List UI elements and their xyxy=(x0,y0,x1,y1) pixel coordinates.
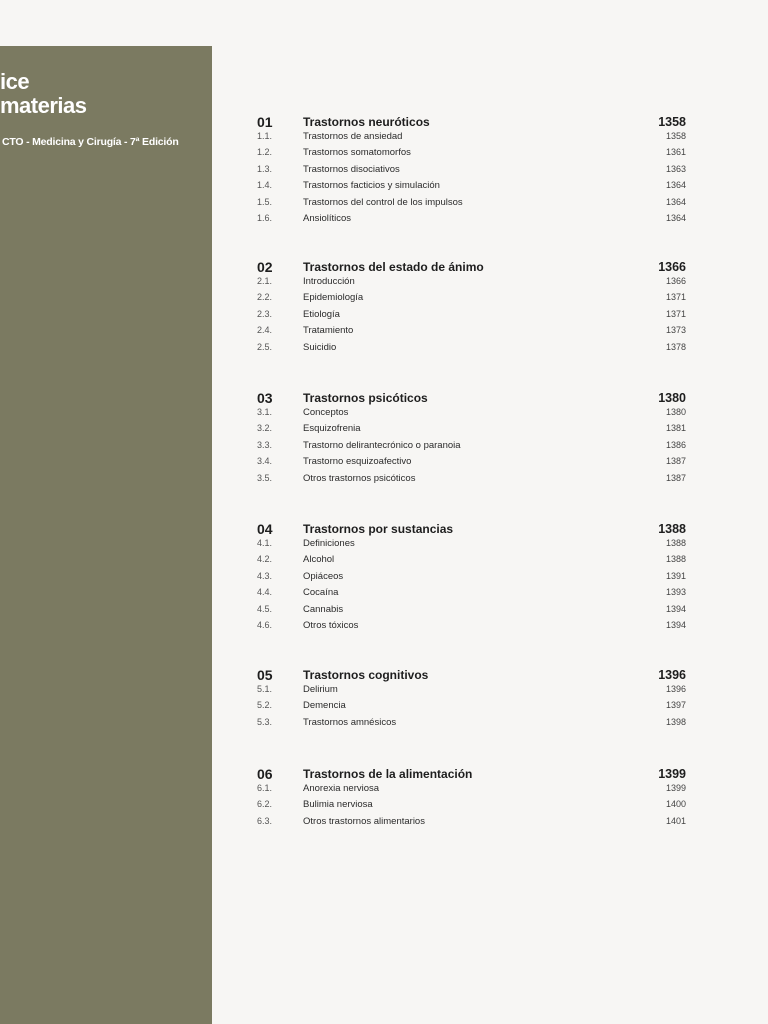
entry-page-number: 1381 xyxy=(665,423,686,434)
chapter-title[interactable]: Trastornos psicóticos xyxy=(303,391,428,405)
entry-label: Epidemiología xyxy=(303,292,364,304)
chapter-number: 01 xyxy=(257,114,273,130)
entry-label: Otros tóxicos xyxy=(303,620,359,631)
entry-page-number: 1394 xyxy=(665,620,686,630)
entry-label: Demencia xyxy=(303,700,346,712)
toc-entry[interactable] xyxy=(0,325,768,341)
chapter-title[interactable]: Trastornos del estado de ánimo xyxy=(303,260,484,274)
entry-number: 1.1. xyxy=(257,131,273,141)
chapter-title[interactable]: Trastornos de la alimentación xyxy=(303,767,473,781)
entry-number: 4.5. xyxy=(257,603,273,614)
entry-label: Cocaína xyxy=(303,587,339,599)
toc-entry[interactable] xyxy=(0,473,768,489)
chapter-page-number: 1366 xyxy=(658,260,686,274)
entry-page-number: 1394 xyxy=(665,603,686,614)
entry-page-number: 1393 xyxy=(665,587,686,598)
entry-label: Ansiolíticos xyxy=(303,213,352,224)
index-title-line1: ice xyxy=(0,69,30,94)
entry-number: 4.2. xyxy=(257,554,273,565)
entry-page-number: 1397 xyxy=(665,700,686,711)
toc-entry[interactable] xyxy=(0,604,768,620)
toc-entry[interactable] xyxy=(0,440,768,456)
chapter-title[interactable]: Trastornos neuróticos xyxy=(303,115,430,129)
chapter-number: 02 xyxy=(257,259,273,275)
entry-number: 5.3. xyxy=(257,716,273,727)
toc-entry[interactable] xyxy=(0,407,768,423)
entry-label: Trastornos disociativos xyxy=(303,163,400,175)
entry-label: Opiáceos xyxy=(303,570,344,582)
chapter-page-number: 1396 xyxy=(658,668,686,682)
entry-label: Definiciones xyxy=(303,538,355,549)
chapter-title[interactable]: Trastornos cognitivos xyxy=(303,668,429,682)
toc-entry[interactable] xyxy=(0,197,768,213)
entry-label: Cannabis xyxy=(303,603,344,615)
entry-number: 2.5. xyxy=(257,341,273,352)
toc-entry[interactable] xyxy=(0,423,768,439)
entry-label: Etiología xyxy=(303,308,340,320)
chapter-number: 05 xyxy=(257,667,273,683)
entry-number: 6.1. xyxy=(257,783,273,793)
chapter-page-number: 1399 xyxy=(658,767,686,781)
entry-number: 1.4. xyxy=(257,180,273,191)
entry-number: 5.2. xyxy=(257,700,273,711)
toc-entry[interactable] xyxy=(0,587,768,603)
toc-entry[interactable] xyxy=(0,180,768,196)
entry-page-number: 1396 xyxy=(665,684,686,694)
entry-page-number: 1361 xyxy=(665,147,686,158)
toc-entry[interactable] xyxy=(0,783,768,799)
toc-entry[interactable] xyxy=(0,571,768,587)
chapter-number: 06 xyxy=(257,766,273,782)
entry-label: Trastorno delirantecrónico o paranoia xyxy=(303,439,461,451)
entry-number: 3.1. xyxy=(257,407,273,417)
entry-label: Trastornos de ansiedad xyxy=(303,131,403,142)
entry-number: 2.2. xyxy=(257,292,273,303)
entry-number: 2.1. xyxy=(257,276,273,286)
entry-number: 4.3. xyxy=(257,570,273,581)
toc-entry[interactable] xyxy=(0,684,768,700)
toc-entry[interactable] xyxy=(0,276,768,292)
chapter-title[interactable]: Trastornos por sustancias xyxy=(303,522,454,536)
entry-page-number: 1387 xyxy=(665,472,686,483)
entry-label: Trastorno esquizoafectivo xyxy=(303,456,412,468)
entry-page-number: 1391 xyxy=(665,570,686,581)
entry-page-number: 1358 xyxy=(665,131,686,141)
entry-number: 2.4. xyxy=(257,325,273,336)
entry-label: Introducción xyxy=(303,276,355,287)
entry-page-number: 1364 xyxy=(665,213,686,223)
toc-entry[interactable] xyxy=(0,799,768,815)
chapter-number: 03 xyxy=(257,390,273,406)
chapter-page-number: 1388 xyxy=(658,522,686,536)
entry-number: 3.4. xyxy=(257,456,273,467)
entry-number: 6.2. xyxy=(257,799,273,810)
entry-number: 4.4. xyxy=(257,587,273,598)
entry-number: 2.3. xyxy=(257,308,273,319)
chapter-page-number: 1380 xyxy=(658,391,686,405)
entry-number: 1.2. xyxy=(257,147,273,158)
entry-number: 1.3. xyxy=(257,163,273,174)
entry-label: Conceptos xyxy=(303,407,349,418)
entry-label: Anorexia nerviosa xyxy=(303,783,380,794)
entry-label: Trastornos amnésicos xyxy=(303,716,397,728)
entry-label: Otros trastornos alimentarios xyxy=(303,815,425,827)
entry-number: 4.1. xyxy=(257,538,273,548)
entry-page-number: 1364 xyxy=(665,196,686,207)
entry-page-number: 1378 xyxy=(665,341,686,352)
entry-page-number: 1363 xyxy=(665,163,686,174)
entry-page-number: 1400 xyxy=(665,799,686,810)
entry-label: Delirium xyxy=(303,684,338,695)
chapter-number: 04 xyxy=(257,521,273,537)
toc-entry[interactable] xyxy=(0,342,768,358)
entry-page-number: 1371 xyxy=(665,308,686,319)
toc-entry[interactable] xyxy=(0,456,768,472)
entry-number: 3.5. xyxy=(257,472,273,483)
entry-label: Esquizofrenia xyxy=(303,423,361,435)
entry-page-number: 1366 xyxy=(665,276,686,286)
index-title-line2: materias xyxy=(0,93,87,118)
entry-page-number: 1364 xyxy=(665,180,686,191)
entry-number: 3.3. xyxy=(257,439,273,450)
entry-page-number: 1371 xyxy=(665,292,686,303)
entry-page-number: 1398 xyxy=(665,716,686,727)
entry-page-number: 1380 xyxy=(665,407,686,417)
chapter-page-number: 1358 xyxy=(658,115,686,129)
toc-entry[interactable] xyxy=(0,131,768,147)
toc-entry[interactable] xyxy=(0,147,768,163)
toc-entry[interactable] xyxy=(0,213,768,229)
entry-number: 1.6. xyxy=(257,213,273,223)
entry-label: Suicidio xyxy=(303,341,337,353)
toc-entry[interactable] xyxy=(0,309,768,325)
entry-page-number: 1399 xyxy=(665,783,686,793)
entry-page-number: 1386 xyxy=(665,439,686,450)
entry-page-number: 1388 xyxy=(665,554,686,565)
toc-entry[interactable] xyxy=(0,700,768,716)
toc-entry[interactable] xyxy=(0,554,768,570)
entry-number: 1.5. xyxy=(257,196,273,207)
toc-entry[interactable] xyxy=(0,620,768,636)
entry-label: Trastornos del control de los impulsos xyxy=(303,196,463,208)
entry-label: Alcohol xyxy=(303,554,335,566)
toc-entry[interactable] xyxy=(0,292,768,308)
entry-number: 5.1. xyxy=(257,684,273,694)
entry-number: 3.2. xyxy=(257,423,273,434)
entry-label: Trastornos somatomorfos xyxy=(303,147,411,159)
entry-label: Trastornos facticios y simulación xyxy=(303,180,440,192)
book-subtitle: CTO - Medicina y Cirugía - 7ª Edición xyxy=(2,136,179,148)
toc-entry[interactable] xyxy=(0,717,768,733)
entry-label: Bulimia nerviosa xyxy=(303,799,373,811)
entry-page-number: 1401 xyxy=(665,815,686,826)
entry-label: Tratamiento xyxy=(303,325,354,337)
toc-entry[interactable] xyxy=(0,164,768,180)
toc-entry[interactable] xyxy=(0,538,768,554)
entry-page-number: 1388 xyxy=(665,538,686,548)
toc-entry[interactable] xyxy=(0,816,768,832)
entry-number: 4.6. xyxy=(257,620,273,630)
entry-page-number: 1373 xyxy=(665,325,686,336)
entry-page-number: 1387 xyxy=(665,456,686,467)
entry-number: 6.3. xyxy=(257,815,273,826)
entry-label: Otros trastornos psicóticos xyxy=(303,472,416,484)
